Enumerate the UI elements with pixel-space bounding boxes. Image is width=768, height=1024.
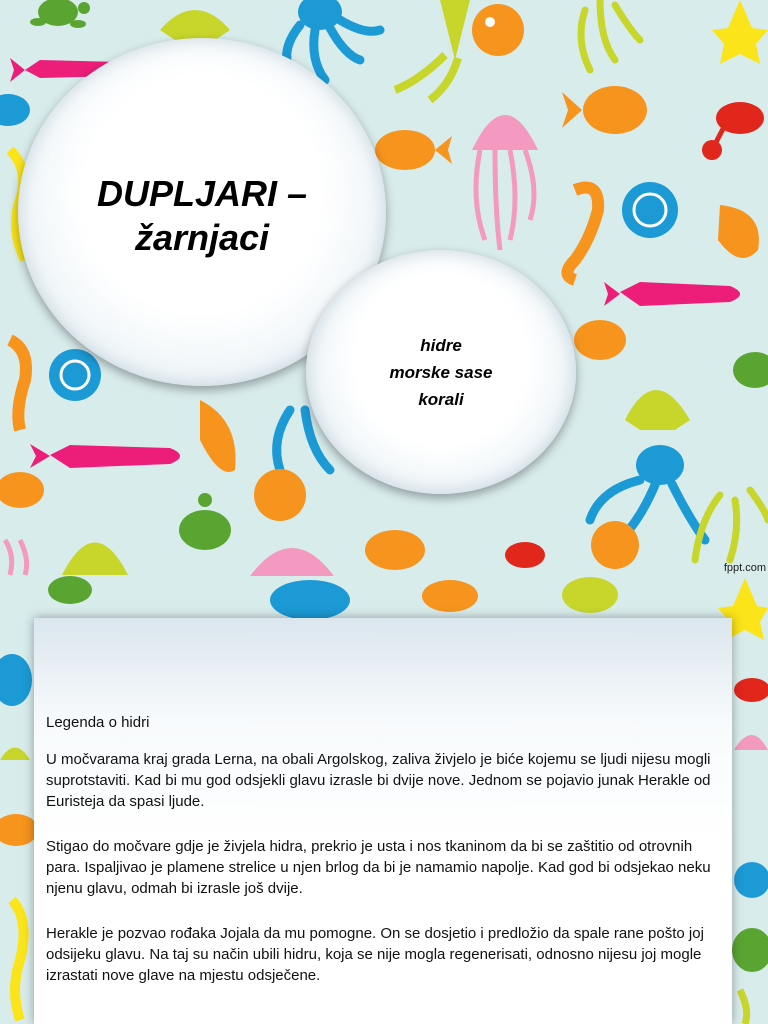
- squid-icon-4: [562, 577, 618, 613]
- notes-text: [46, 712, 726, 1010]
- notes-paragraph: Stigao do močvare gdje je živjela hidra, prekrio je usta i nos tkaninom da bi se zaštitio od otrovnih para. Ispaljivao je plamene strelice u njen brlog da bi je namamio napolje. Kad god bi odsjekao neku njenu glavu, odmah bi izrasle još dvije.: [46, 838, 711, 897]
- jellyfish-icon-4: [734, 735, 768, 750]
- fish-icon-10: [422, 580, 478, 612]
- notes-panel: [34, 618, 732, 1024]
- fish-icon-11: [0, 654, 32, 706]
- slide-title-line2: žarnjaci: [134, 217, 270, 258]
- crab-icon-3: [734, 678, 768, 702]
- snail-shell-icon-3: [734, 862, 768, 898]
- squid-icon-5: [740, 990, 747, 1024]
- subtopics-bubble: [306, 250, 576, 494]
- notes-paragraph: U močvarama kraj grada Lerna, na obali Argolskog, zaliva živjelo je biće kojemu se ljudi nijesu mogli suprotstaviti. Kad bi mu god odsjekli glavu izrasle bi dvije nove. Jednom se pojavio junak Herakle od Euristeja da spasi ljude.: [46, 751, 711, 810]
- subtopic-item: hidre: [420, 335, 462, 355]
- turtle-icon-5: [732, 928, 768, 972]
- octopus-icon-4: [270, 580, 350, 620]
- slide-title-line1: DUPLJARI –: [96, 173, 308, 214]
- subtopic-item: morske sase: [389, 362, 493, 382]
- fish-icon-12: [0, 814, 38, 846]
- subtopic-item: korali: [418, 389, 464, 409]
- seahorse-icon-4: [12, 900, 24, 1020]
- notes-heading: Legenda o hidri: [46, 714, 150, 731]
- shell-icon-4: [0, 748, 30, 761]
- turtle-icon-4: [48, 576, 92, 604]
- watermark-text: fppt.com: [723, 562, 766, 574]
- notes-paragraph: Herakle je pozvao rođaka Jojala da mu pomogne. On se dosjetio i predložio da spale rane pošto joj odsijeku glavu. Na taj su način ubili hidru, koja se nije mogla regenerisati, odnosno nijesu joj mogle izrastati nove glave na mjestu odsječene.: [46, 925, 704, 984]
